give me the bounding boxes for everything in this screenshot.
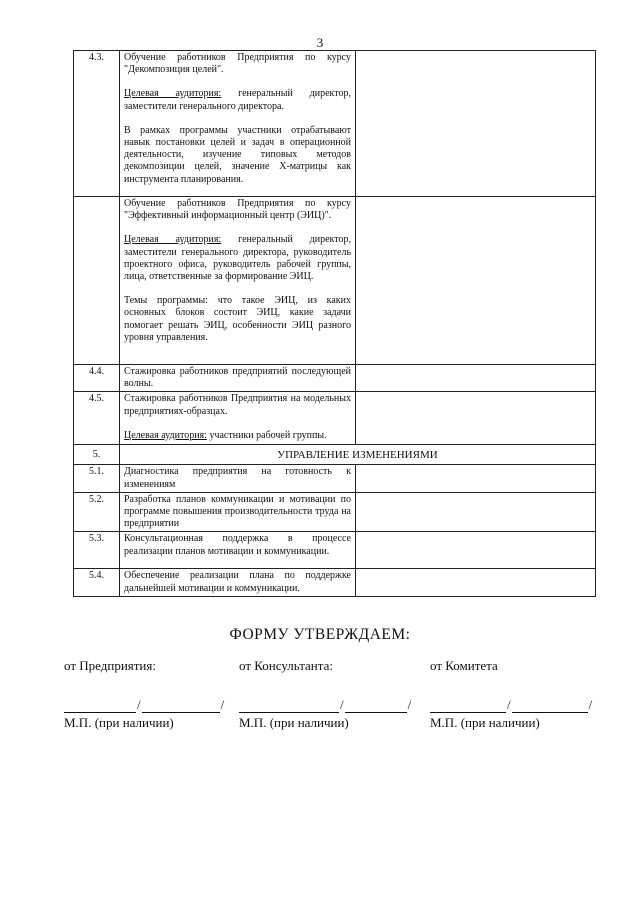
- description-paragraph: Разработка планов коммуникации и мотивации по программе повышения производительности труда на предприятии: [124, 493, 351, 530]
- party-committee-label: от Комитета: [430, 658, 498, 673]
- description-paragraph: Диагностика предприятия на готовность к изменениям: [124, 466, 351, 490]
- row-description: [120, 492, 356, 532]
- row-description: [120, 465, 356, 492]
- empty-cell: [356, 365, 596, 392]
- name-blank: [142, 698, 220, 713]
- row-description: [120, 532, 356, 569]
- audience-text: участники рабочей группы.: [206, 429, 327, 441]
- table-row: [74, 365, 596, 392]
- empty-cell: [356, 532, 596, 569]
- empty-cell: [356, 492, 596, 532]
- plan-table: [73, 50, 596, 597]
- section-title: УПРАВЛЕНИЕ ИЗМЕНЕНИЯМИ: [120, 445, 596, 465]
- stamp-note-committee: М.П. (при наличии): [430, 715, 540, 730]
- row-number: 5.2.: [74, 492, 120, 532]
- table-row: [74, 492, 596, 532]
- description-paragraph: Обучение работников Предприятия по курсу "Декомпозиция целей".: [124, 52, 351, 76]
- row-number: 4.4.: [74, 365, 120, 392]
- row-number: [74, 197, 120, 365]
- row-number: 5.4.: [74, 569, 120, 597]
- signature-blank: [239, 698, 339, 713]
- description-paragraph: [124, 430, 351, 442]
- audience-label: Целевая аудитория:: [124, 88, 222, 100]
- audience-label: Целевая аудитория:: [124, 429, 207, 441]
- approval-title: ФОРМУ УТВЕРЖДАЕМ:: [229, 626, 411, 643]
- description-paragraph: [124, 88, 351, 112]
- name-blank: [512, 698, 588, 713]
- row-description: [120, 365, 356, 392]
- row-description: [120, 51, 356, 197]
- description-paragraph: Стажировка работников Предприятия на модельных предприятиях-образцах.: [124, 393, 351, 417]
- slash: /: [407, 697, 412, 712]
- table-row: [74, 569, 596, 597]
- party-consultant-label: от Консультанта:: [239, 658, 333, 673]
- row-description: [120, 392, 356, 445]
- slash: /: [220, 697, 225, 712]
- empty-cell: [356, 569, 596, 597]
- signature-line-committee: [430, 697, 593, 713]
- signature-line-consultant: [239, 697, 412, 713]
- slash: /: [507, 697, 511, 712]
- name-blank: [345, 698, 407, 713]
- table-row: [74, 51, 596, 197]
- section-number: 5.: [74, 445, 120, 465]
- signature-blank: [64, 698, 136, 713]
- description-paragraph: [124, 234, 351, 283]
- row-number: 5.3.: [74, 532, 120, 569]
- section-row: [74, 445, 596, 465]
- slash: /: [340, 697, 344, 712]
- row-description: [120, 569, 356, 597]
- audience-label: Целевая аудитория:: [124, 234, 222, 246]
- row-description: [120, 197, 356, 365]
- row-number: 4.5.: [74, 392, 120, 445]
- table-row: [74, 465, 596, 492]
- signature-blank: [430, 698, 506, 713]
- empty-cell: [356, 465, 596, 492]
- slash: /: [588, 697, 593, 712]
- stamp-note-consultant: М.П. (при наличии): [239, 715, 349, 730]
- stamp-note-enterprise: М.П. (при наличии): [64, 715, 174, 730]
- description-paragraph: Обучение работников Предприятия по курсу "Эффективный информационный центр (ЭИЦ)".: [124, 198, 351, 222]
- row-number: 5.1.: [74, 465, 120, 492]
- signature-line-enterprise: [64, 697, 225, 713]
- description-paragraph: Стажировка работников предприятий последующей волны.: [124, 366, 351, 390]
- description-paragraph: Темы программы: что такое ЭИЦ, из каких основных блоков состоит ЭИЦ, какие задачи помогает решать ЭИЦ, особенности ЭИЦ разного уровня управления.: [124, 295, 351, 343]
- table-row: [74, 392, 596, 445]
- description-paragraph: В рамках программы участники отрабатывают навык постановки целей и задач в операционной деятельности, изучение типовых методов декомпозиции целей, значение X-матрицы как инструмента планирования.: [124, 124, 351, 185]
- party-enterprise-label: от Предприятия:: [64, 658, 156, 673]
- audience-text: генеральный директор, заместители генерального директора, руководитель проектного офиса, руководитель рабочей группы, лица, ответственные за формирование ЭИЦ.: [124, 234, 351, 283]
- page-number: 3: [316, 35, 324, 50]
- slash: /: [137, 697, 141, 712]
- row-number: 4.3.: [74, 51, 120, 197]
- empty-cell: [356, 197, 596, 365]
- audience-text: генеральный директор, заместители генерального директора.: [124, 88, 351, 112]
- table-row: [74, 532, 596, 569]
- empty-cell: [356, 392, 596, 445]
- description-paragraph: Консультационная поддержка в процессе реализации планов мотивации и коммуникации.: [124, 533, 351, 557]
- table-row: [74, 197, 596, 365]
- description-paragraph: Обеспечение реализации плана по поддержке дальнейшей мотивации и коммуникации.: [124, 570, 351, 594]
- empty-cell: [356, 51, 596, 197]
